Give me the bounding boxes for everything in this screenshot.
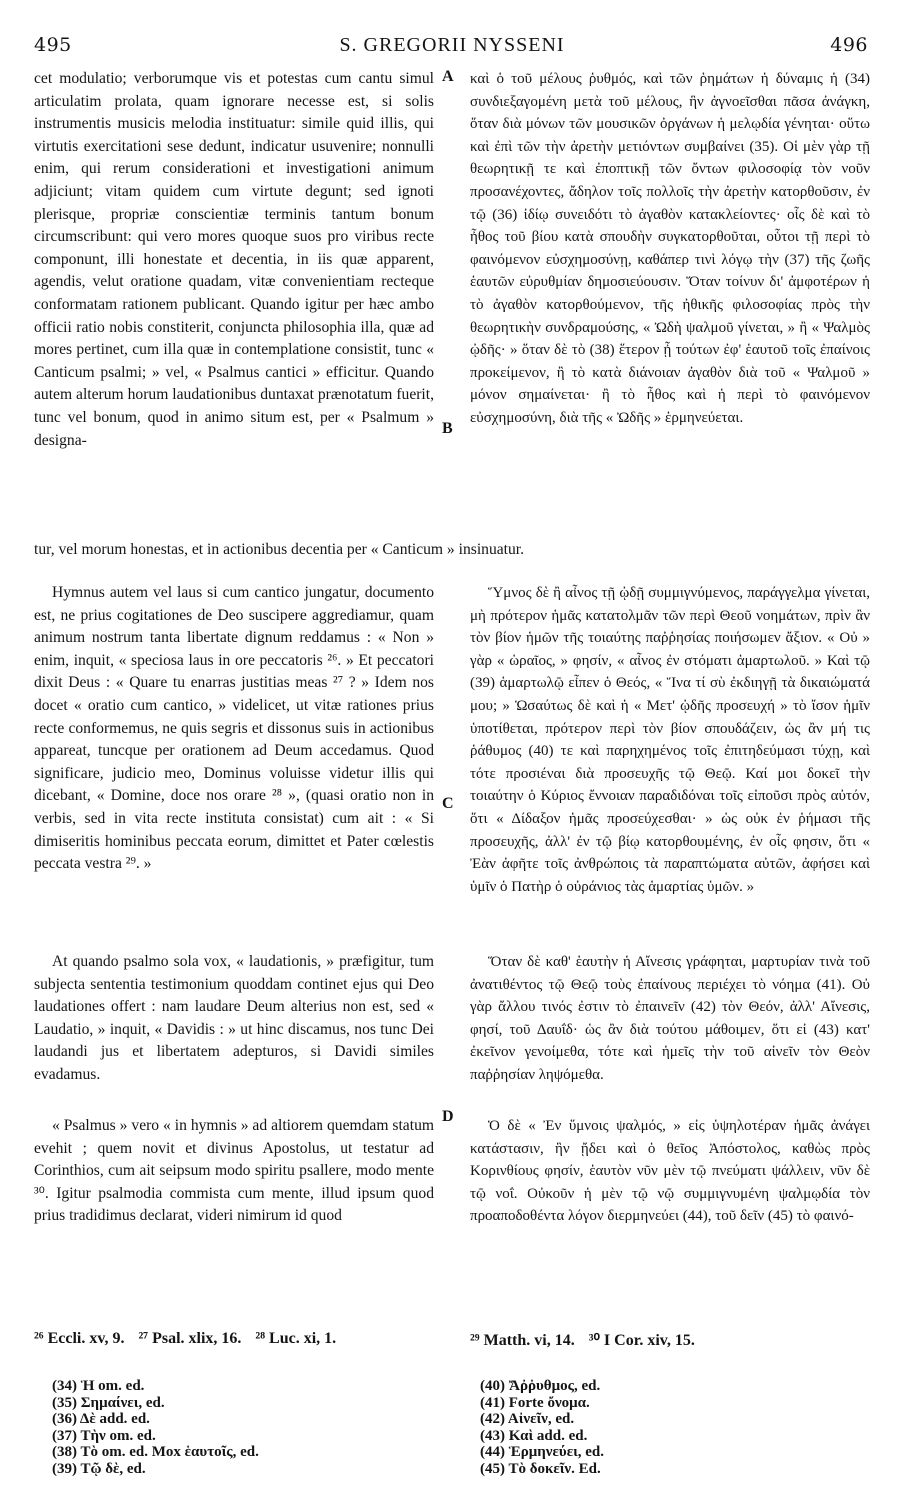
latin-text: « Psalmus » vero « in hymnis » ad altiorem quemdam statum evehit ; quem novit et divinus Apostolus, ut testatur ad Corinthios, cum ait seipsum modo spiritu psallere, modo mente ³⁰. Igitur psalmodia commista cum mente, illud ipsum quod prius tradidimus declarat, videri nimirum id quod [34,1117,434,1225]
latin-paragraph-4 [34,1115,434,1228]
textual-note: (41) Forte ὄνομα. [480,1394,590,1411]
margin-marker-a: A [442,68,454,85]
textual-note: (37) Τὴν om. ed. [52,1427,156,1444]
running-title: S. GREGORII NYSSENI [339,34,565,56]
latin-paragraph-1 [34,68,434,452]
margin-marker-d: D [442,1108,454,1125]
greek-text: Ὕμνος δὲ ἢ αἶνος τῇ ᾠδῇ συμμιγνύμενος, παράγγελμα γίνεται, μὴ πρότερον ἡμᾶς κατατολμᾶν τῶν περὶ Θεοῦ νοημάτων, πρὶν ἂν τὸν βίον ἡμῶν τῆς τοιαύτης παῤῥησίας ποιήσωμεν ἄξιον. « Οὐ » γὰρ « ὡραῖος, » φησίν, « αἶνος ἐν στόματι ἁμαρτωλοῦ. » Καὶ τῷ (39) ἁμαρτωλῷ εἶπεν ὁ Θεός, « Ἵνα τί σὺ ἐκδιηγῇ τὰ δικαιώματά μου; » Ὡσαύτως δὲ καὶ ἡ « Μετ' ᾠδῆς προσευχή » τὸ ἴσον ἡμῖν ὑποτίθεται, πρότερον περὶ τὸν βίον σπουδάζειν, ὡς ἂν μή τις ῥάθυμος (40) τε καὶ παρηχημένος τοῖς ἐπιτηδεύμασι τύχῃ, καὶ τότε προσιέναι διὰ προσευχῆς τῷ Θεῷ. Καί μοι δοκεῖ τὴν τοιαύτην ὁ Κύριος ἔννοιαν παραδιδόναι τοῖς εἰποῦσι πρὸς αὐτόν, ὅτι « Δίδαξον ἡμᾶς προσεύχεσθαι· » ὡς οὐκ ἐν ῥήμασι τῆς προσευχῆς, ἀλλ' ἐν τῷ βίῳ κατορθουμένης, ἐν οἷς φησιν, ὅτι « Ἐὰν ἀφῆτε τοῖς ἀνθρώποις τὰ παραπτώματα αὐτῶν, ἀφήσει καὶ ὑμῖν ὁ Πατὴρ ὁ οὐράνιος τὰς ἁμαρτίας ὑμῶν. » [470,585,870,895]
textual-note: (45) Τὸ δοκεῖν. Ed. [480,1460,601,1477]
footnote-ref: ²⁹ Matth. vi, 14. [470,1332,575,1349]
footnote-ref: ²⁶ Eccli. xv, 9. [34,1330,125,1347]
page-number-left: 495 [34,34,72,56]
textual-note: (39) Τῷ δὲ, ed. [52,1460,146,1477]
greek-paragraph-4 [470,1115,870,1228]
margin-marker-b: B [442,420,453,437]
greek-text: Ὅταν δὲ καθ' ἑαυτὴν ἡ Αἴνεσις γράφηται, μαρτυρίαν τινὰ τοῦ ἀνατιθέντος τῷ Θεῷ τοὺς ἐπαίνους περιέχει τὸ νόημα (41). Οὐ γὰρ ἄλλου τινός ἐστιν τὸ ἐπαινεῖν (42) τὸν Θεόν, ἀλλ' Αἴνεσις, φησί, τοῦ Δαυΐδ· ὡς ἂν διὰ τούτου μάθοιμεν, ὅτι εἰ (43) κατ' ἐκεῖνον γενοίμεθα, τότε καὶ ἡμεῖς τὴν τοῦ αἰνεῖν τὸν Θεὸν παῤῥησίαν ληψόμεθα. [470,954,870,1083]
latin-text: Hymnus autem vel laus si cum cantico jungatur, documento est, ne prius cogitationes de Deo suscipere aggrediamur, quam animum nostrum tanta libertate dignum reddamus : « Non » enim, inquit, « speciosa laus in ore peccatoris ²⁶. » Et peccatori dixit Deus : « Quare tu enarras justitias meas ²⁷ ? » Idem nos docet « oratio cum cantico, » videlicet, ut vitæ rationes prius recte conformemus, ne quis segris et dissonus suis in actionibus appareat, tuncque per orationem ad Deum accedamus. Quod significare, judicio meo, Dominus voluisse videtur illis qui dicebant, « Domine, doce nos orare ²⁸ », (quasi oratio non in verbis, sed in vita recte instituta consistat) cum ait : « Si dimiseritis hominibus peccata eorum, dimittet et Pater cœlestis peccata vestra ²⁹. » [34,584,434,873]
textual-note: (42) Αἰνεῖν, ed. [480,1411,575,1427]
textual-note: (40) Ἄῤῥυθμος, ed. [480,1378,601,1394]
greek-text: καὶ ὁ τοῦ μέλους ῥυθμός, καὶ τῶν ῥημάτων ἡ δύναμις ἡ (34) συνδιεξαγομένη μετὰ τοῦ μέλους, ἣν ἀγνοεῖσθαι πᾶσα ἀνάγκη, ὅταν διὰ μόνων τῶν μουσικῶν ὀργάνων ἡ μελῳδία γένηται· οὕτω καὶ ἐπὶ τῶν τὴν ἀρετὴν μετιόντων συμβαίνει (35). Οἱ μὲν γὰρ τῇ θεωρητικῇ τε καὶ ἐποπτικῇ τῶν ὄντων φιλοσοφίᾳ τὸν νοῦν προσανέχοντες, ἄδηλον τοῖς πολλοῖς τὴν ἀρετὴν κατορθοῦσιν, ἐν τῷ (36) ἰδίῳ συνειδότι τὸ ἀγαθὸν κατακλείοντες· οἷς δὲ καὶ τὸ ἦθος τοῦ βίου κατὰ σπουδὴν συγκατορθοῦται, οὗτοι τῇ περὶ τὸ φαινόμενον εὐσχημοσύνῃ, καθάπερ τινὶ λόγῳ τὴν (37) τῆς ζωῆς ἑαυτῶν εὐρυθμίαν δημοσιεύουσιν. Ὅταν τοίνυν δι' ἀμφοτέρων ἡ τὸ ἀγαθὸν κατορθούμενον, τῆς ἠθικῆς φιλοσοφίας πρὸς τὴν θεωρητικὴν συνδραμούσης, « Ὠδὴ ψαλμοῦ γίνεται, » ἢ « Ψαλμὸς ᾠδῆς· » ὅταν δὲ τὸ (38) ἕτερον ᾖ τούτων ἐφ' ἑαυτοῦ τοῖς ἐπαίνοις προκείμενον, ἢ τὸ κατὰ διάνοιαν ἀγαθὸν διὰ τοῦ « Ψαλμοῦ » μόνον σημαίνεται· ἢ τὸ ἦθος καὶ ἡ περὶ τὸ φαινόμενον εὐσχημοσύνη, διὰ τῆς « Ὠδῆς » ἑρμηνεύεται. [470,71,870,426]
page-number-right: 496 [830,34,868,56]
full-width-line: tur, vel morum honestas, et in actionibus decentia per « Canticum » insinuatur. [34,541,525,558]
scripture-footnotes-left [34,1330,444,1348]
latin-paragraph-3 [34,951,434,1087]
latin-text: cet modulatio; verborumque vis et potestas cum cantu simul articulatim prolata, quam ignorare necesse est, si solis instrumentis musicis melodia instituatur: simile quid illis, qui virtutis exercitationi sese dedunt, indicatur usuvenire; nonnulli enim, qui rerum considerationi et investigationi animum adjiciunt; vitam quidem cum virtute degunt; sed ignoti plerisque, propriæ conscientiæ terminis tantum bonum circumscribunt: qui vero mores quoque suos pro viribus recte componunt, illi honestate et decentia, in iis quæ apparent, agendis, velut oratione quadam, vitæ convenientiam recteque conformatam rationem publicant. Quando igitur per hæc ambo officii ratio nobis constiterit, conjuncta philosophia illa, quæ ad mores pertinet, cum illa quæ in contemplatione consistit, tunc « Canticum psalmi; » vel, « Psalmus cantici » efficitur. Quando autem alterum horum laudationibus duntaxat prænotatum fuerit, tunc vel bonum, quod in animo situm est, per « Psalmum » designa- [34,70,434,449]
footnote-ref: ²⁸ Luc. xi, 1. [255,1330,337,1347]
textual-note: (35) Σημαίνει, ed. [52,1394,165,1411]
latin-paragraph-2 [34,582,434,876]
greek-paragraph-3 [470,951,870,1087]
greek-paragraph-2 [470,582,870,898]
greek-paragraph-1 [470,68,870,430]
latin-text: At quando psalmo sola vox, « laudationis, » præfigitur, tum subjecta sententia testimonium quoddam continet ejus qui Deo laudationes offert : nam laudare Deum alterius non est, sed « Laudatio, » inquit, « Davidis : » ut hinc discamus, nos tunc Dei laudandi jus et libertatem adepturos, si Davidi similes evadamus. [34,953,434,1083]
greek-text: Ὁ δὲ « Ἐν ὕμνοις ψαλμός, » εἰς ὑψηλοτέραν ἡμᾶς ἀνάγει κατάστασιν, ἣν ᾔδει καὶ ὁ θεῖος Ἀπόστολος, καθὼς πρὸς Κορινθίους φησίν, ἑαυτὸν νῦν μὲν τῷ πνεύματι ψάλλειν, νῦν δὲ τῷ νοΐ. Οὐκοῦν ἡ μὲν τῷ νῷ συμμιγνυμένη ψαλμῳδία τὸν προαποδοθέντα λόγον διερμηνεύει (44), τοῦ δεῖν (45) τὸ φαινό- [470,1118,870,1225]
scripture-footnotes-right [470,1330,870,1350]
footnote-ref: ³⁰ I Cor. xiv, 15. [588,1332,695,1349]
margin-marker-c: C [442,795,454,812]
textual-note: (34) Ἡ om. ed. [52,1378,145,1394]
textual-notes-left [52,1378,259,1477]
textual-note: (43) Καὶ add. ed. [480,1427,588,1444]
textual-note: (44) Ἑρμηνεύει, ed. [480,1444,605,1460]
footnote-ref: ²⁷ Psal. xlix, 16. [138,1330,242,1347]
textual-note: (36) Δὲ add. ed. [52,1411,150,1427]
textual-notes-right [480,1378,604,1477]
textual-note: (38) Τὸ om. ed. Mox ἑαυτοῖς, ed. [52,1444,259,1460]
